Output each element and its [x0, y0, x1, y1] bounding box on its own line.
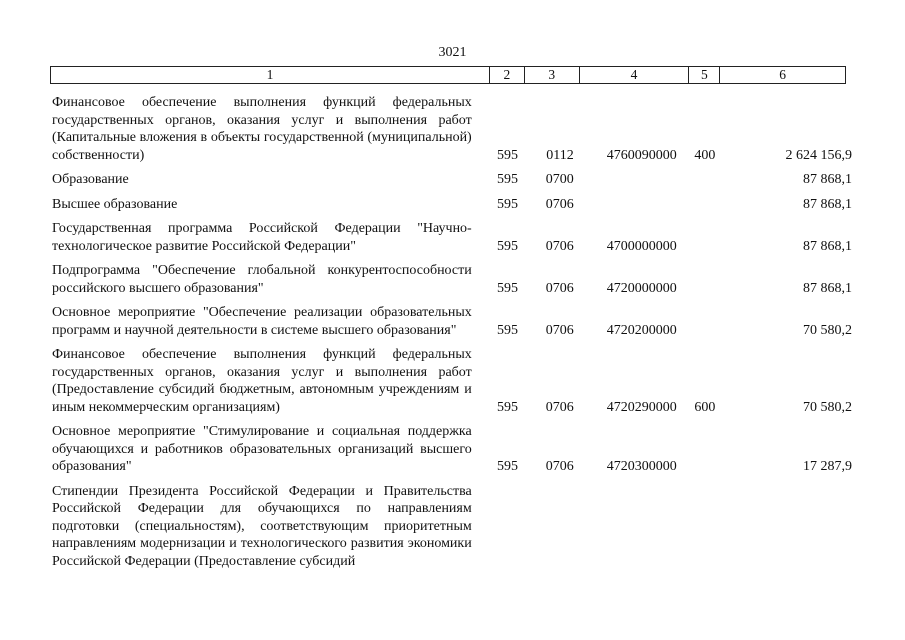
row-amount: 70 580,2: [803, 322, 853, 338]
row-amount: 87 868,1: [803, 280, 853, 296]
row-target-code: 4700000000: [606, 238, 677, 254]
page-number: 3021: [438, 45, 467, 60]
row-expense-code: 600: [694, 399, 716, 415]
row-section-code: 0706: [545, 399, 574, 415]
header-col-1: 1: [51, 67, 490, 83]
row-expense-code: 400: [694, 147, 716, 163]
header-col-3: 3: [525, 67, 580, 83]
row-amount: 17 287,9: [803, 459, 853, 474]
table-row: [52, 304, 852, 339]
row-section-code: 0700: [545, 172, 574, 187]
row-description: Основное мероприятие "Стимулирование и социальная поддержка обучающихся и работников образовательных организаций высшего образования": [52, 424, 472, 474]
row-target-code: 4720290000: [606, 399, 677, 415]
row-ministry-code: 595: [496, 459, 518, 474]
table-row: [52, 346, 852, 416]
header-col-2: 2: [490, 67, 525, 83]
table-row: [52, 171, 852, 189]
row-amount: 87 868,1: [803, 196, 853, 212]
row-amount: 87 868,1: [803, 172, 853, 187]
row-description: Государственная программа Российской Федерации "Научно-технологическое развитие Российской Федерации": [52, 221, 472, 254]
row-ministry-code: 595: [496, 147, 518, 163]
header-col-5: 5: [689, 67, 720, 83]
row-ministry-code: 595: [496, 280, 518, 296]
table-row: [52, 262, 852, 297]
table-row: [52, 196, 852, 214]
header-col-4: 4: [580, 67, 690, 83]
table-header: [50, 66, 846, 84]
row-target-code: 4720300000: [606, 459, 677, 474]
row-target-code: 4720200000: [606, 322, 677, 338]
table-row: [52, 483, 852, 571]
row-section-code: 0706: [545, 238, 574, 254]
row-description: Финансовое обеспечение выполнения функций федеральных государственных органов, оказания услуг и выполнения работ (Капитальные вложения в объекты государственной (муниципальной) собственности): [52, 95, 472, 163]
table-row: [52, 423, 852, 476]
row-description: Подпрограмма "Обеспечение глобальной конкурентоспособности российского высшего образования": [52, 263, 472, 296]
row-section-code: 0112: [546, 147, 574, 163]
row-description: Стипендии Президента Российской Федерации и Правительства Российской Федерации для обучающихся по направлениям подготовки (специальностям), соответствующим приоритетным направлениям модернизации и технологического развития экономики Российской Федерации (Предоставление субсидий: [52, 483, 472, 569]
row-target-code: 4760090000: [606, 147, 677, 163]
table-row: [52, 94, 852, 164]
row-description: Высшее образование: [52, 196, 178, 212]
row-description: Образование: [52, 172, 129, 187]
row-amount: 70 580,2: [803, 399, 853, 415]
row-ministry-code: 595: [496, 322, 518, 338]
row-ministry-code: 595: [496, 238, 518, 254]
row-ministry-code: 595: [496, 399, 518, 415]
row-target-code: 4720000000: [606, 280, 677, 296]
row-ministry-code: 595: [496, 196, 518, 212]
row-amount: 2 624 156,9: [785, 147, 853, 163]
row-section-code: 0706: [545, 459, 574, 474]
row-section-code: 0706: [545, 280, 574, 296]
row-amount: 87 868,1: [803, 238, 853, 254]
row-section-code: 0706: [545, 322, 574, 338]
table-body: [52, 94, 852, 570]
row-description: Финансовое обеспечение выполнения функций федеральных государственных органов, оказания услуг и выполнения работ (Предоставление субсидий бюджетным, автономным учреждениям и иным некоммерческим организациям): [52, 347, 472, 415]
row-ministry-code: 595: [496, 172, 518, 187]
table-row: [52, 220, 852, 255]
row-description: Основное мероприятие "Обеспечение реализации образовательных программ и научной деятельности в системе высшего образования": [52, 305, 472, 338]
header-col-6: 6: [779, 67, 787, 82]
row-section-code: 0706: [545, 196, 574, 212]
